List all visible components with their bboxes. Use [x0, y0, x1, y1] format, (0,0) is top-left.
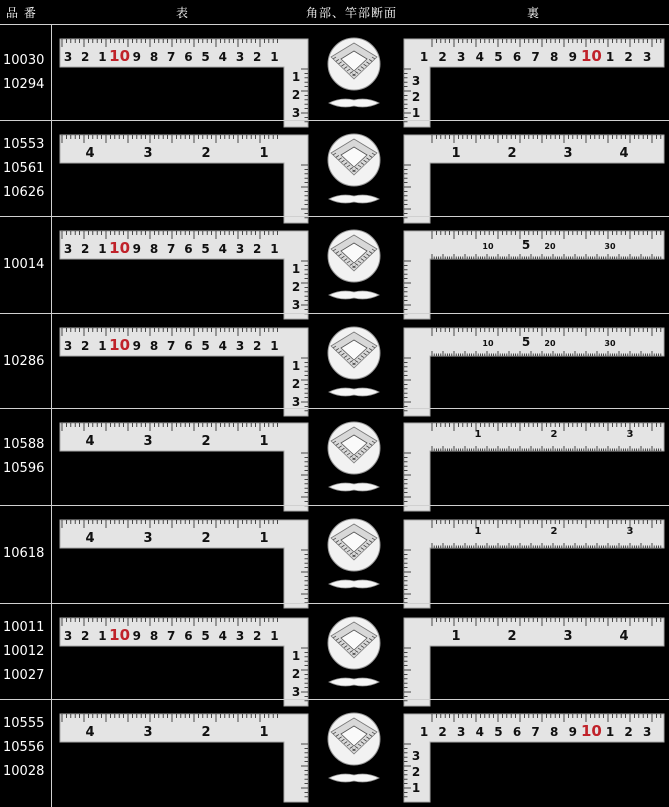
product-codes: [0, 350, 51, 374]
back-scale-label: 3: [563, 629, 573, 644]
product-code: 10561: [3, 161, 45, 176]
front-scale-label: 1: [98, 50, 107, 64]
front-square-image: [58, 710, 314, 806]
back-scale-label: 2: [507, 146, 517, 161]
back-scale-label: 2: [438, 725, 447, 739]
front-scale-label: 2: [253, 339, 262, 353]
corner-section-image: [327, 421, 383, 501]
corner-section-image: [327, 133, 383, 213]
product-codes: [0, 542, 51, 566]
back-scale-label: 1: [474, 526, 482, 537]
front-scale-label: 5: [201, 339, 210, 353]
front-scale-label: 1: [270, 242, 279, 256]
back-vertical-label: 3: [411, 74, 421, 88]
front-vertical-label: 2: [291, 667, 301, 681]
product-code: 10556: [3, 740, 45, 755]
front-scale-label: 1: [259, 725, 269, 740]
front-scale-label: 2: [201, 531, 211, 546]
front-scale-label: 4: [85, 146, 95, 161]
product-code: 10014: [3, 257, 45, 272]
front-scale-label: 6: [184, 629, 193, 643]
back-scale-label: 8: [550, 725, 559, 739]
back-scale-label: 1: [605, 725, 615, 739]
product-code: 10555: [3, 716, 45, 731]
product-code: 10011: [3, 620, 45, 635]
front-scale-label: 1: [98, 629, 107, 643]
back-scale-label: 2: [624, 725, 633, 739]
front-scale-label: 9: [132, 339, 141, 353]
back-scale-label: 3: [643, 50, 652, 64]
front-square-image: [58, 324, 314, 420]
front-scale-label: 7: [167, 629, 176, 643]
back-scale-label: 1: [451, 146, 461, 161]
product-codes: [0, 616, 51, 688]
back-scale-label: 3: [457, 50, 466, 64]
product-code: 10553: [3, 137, 45, 152]
front-vertical-label: 2: [291, 377, 301, 391]
product-row: [0, 699, 669, 796]
front-scale-label: 4: [218, 50, 227, 64]
back-vertical-label: 3: [411, 749, 421, 763]
product-row: [0, 313, 669, 410]
product-code: 10012: [3, 644, 45, 659]
back-square-image: [402, 614, 668, 710]
front-scale-label: 8: [149, 50, 159, 64]
product-row: [0, 216, 669, 313]
front-scale-label: 9: [132, 629, 141, 643]
back-scale-label: 2: [438, 50, 447, 64]
front-scale-label: 2: [201, 434, 211, 449]
back-scale-label: 6: [512, 50, 522, 64]
front-scale-label: 1: [98, 242, 107, 256]
front-scale-label: 10: [109, 239, 131, 257]
front-scale-label: 1: [270, 50, 279, 64]
back-scale-label: 2: [550, 526, 558, 537]
front-scale-label: 4: [85, 725, 95, 740]
corner-section-image: [327, 326, 383, 406]
back-scale-label: 7: [531, 725, 540, 739]
front-scale-label: 1: [259, 434, 269, 449]
back-vertical-label: 2: [411, 90, 421, 104]
front-column-header: 表: [176, 6, 190, 20]
back-scale-label: 10: [580, 722, 602, 740]
front-scale-label: 2: [201, 146, 211, 161]
front-scale-label: 5: [201, 50, 210, 64]
back-scale-label: 30: [604, 242, 616, 251]
front-vertical-label: 1: [291, 359, 301, 373]
back-scale-label: 1: [451, 629, 461, 644]
front-scale-label: 6: [184, 50, 193, 64]
front-scale-label: 2: [81, 629, 90, 643]
front-scale-label: 3: [143, 531, 153, 546]
product-codes: [0, 253, 51, 277]
front-vertical-label: 3: [291, 298, 301, 312]
corner-section-image: [327, 37, 383, 117]
front-scale-label: 2: [253, 629, 262, 643]
back-scale-label: 5: [494, 50, 503, 64]
product-code: 10596: [3, 461, 45, 476]
back-scale-label: 10: [482, 339, 494, 348]
front-vertical-label: 3: [291, 395, 301, 409]
front-scale-label: 2: [253, 50, 262, 64]
table-header: [0, 0, 669, 24]
product-code: 10294: [3, 77, 45, 92]
product-codes: [0, 712, 51, 784]
front-scale-label: 3: [63, 242, 73, 256]
front-scale-label: 1: [98, 339, 107, 353]
corner-section-image: [327, 616, 383, 696]
front-scale-label: 1: [259, 146, 269, 161]
front-vertical-label: 3: [291, 685, 301, 699]
back-square-image: [402, 516, 668, 612]
back-square-image: [402, 35, 668, 131]
front-scale-label: 2: [253, 242, 262, 256]
front-scale-label: 2: [81, 339, 90, 353]
back-scale-label: 3: [563, 146, 573, 161]
front-scale-label: 5: [201, 242, 210, 256]
back-scale-label: 2: [550, 429, 558, 440]
back-scale-label: 20: [544, 242, 556, 251]
back-scale-label: 4: [475, 725, 484, 739]
front-scale-label: 3: [235, 50, 245, 64]
front-scale-label: 3: [235, 242, 245, 256]
back-scale-label: 9: [568, 725, 577, 739]
back-scale-label: 5: [494, 725, 503, 739]
front-scale-label: 7: [167, 50, 176, 64]
front-square-image: [58, 516, 314, 612]
front-square-image: [58, 131, 314, 227]
corner-section-image: [327, 712, 383, 792]
back-scale-label: 1: [419, 50, 429, 64]
front-scale-label: 4: [218, 242, 227, 256]
front-square-image: [58, 227, 314, 323]
product-row: [0, 603, 669, 700]
front-scale-label: 10: [109, 626, 131, 644]
front-scale-label: 3: [235, 629, 245, 643]
product-code: 10588: [3, 437, 45, 452]
product-row: [0, 24, 669, 121]
front-scale-label: 10: [109, 336, 131, 354]
front-scale-label: 4: [85, 531, 95, 546]
back-square-image: [402, 419, 668, 515]
corner-section-image: [327, 518, 383, 598]
product-codes: [0, 433, 51, 481]
back-scale-label: 3: [626, 526, 634, 537]
front-scale-label: 4: [218, 629, 227, 643]
front-scale-label: 2: [81, 242, 90, 256]
front-scale-label: 2: [201, 725, 211, 740]
back-scale-label: 4: [619, 629, 629, 644]
back-square-image: [402, 324, 668, 420]
back-scale-label: 5: [521, 335, 531, 349]
corner-column-header: 角部、竿部断面: [306, 6, 398, 20]
front-scale-label: 3: [235, 339, 245, 353]
back-scale-label: 6: [512, 725, 522, 739]
front-scale-label: 9: [132, 50, 141, 64]
back-scale-label: 1: [474, 429, 482, 440]
back-scale-label: 5: [521, 238, 531, 252]
front-vertical-label: 1: [291, 649, 301, 663]
back-scale-label: 4: [619, 146, 629, 161]
front-scale-label: 1: [270, 339, 279, 353]
front-scale-label: 7: [167, 339, 176, 353]
product-codes: [0, 49, 51, 97]
front-square-image: [58, 35, 314, 131]
back-scale-label: 3: [643, 725, 652, 739]
front-scale-label: 3: [63, 50, 73, 64]
product-code: 10618: [3, 546, 45, 561]
front-scale-label: 5: [201, 629, 210, 643]
product-row: [0, 408, 669, 505]
back-scale-label: 1: [419, 725, 429, 739]
product-codes: [0, 133, 51, 205]
back-square-image: [402, 227, 668, 323]
back-vertical-label: 1: [411, 106, 421, 120]
front-scale-label: 4: [85, 434, 95, 449]
front-scale-label: 8: [149, 629, 159, 643]
back-scale-label: 3: [626, 429, 634, 440]
product-code: 10286: [3, 354, 45, 369]
back-square-image: [402, 131, 668, 227]
code-column-header: 品 番: [6, 6, 37, 20]
front-scale-label: 3: [63, 629, 73, 643]
front-scale-label: 3: [143, 434, 153, 449]
back-scale-label: 1: [605, 50, 615, 64]
front-scale-label: 7: [167, 242, 176, 256]
back-scale-label: 2: [507, 629, 517, 644]
back-vertical-label: 2: [411, 765, 421, 779]
back-square-image: [402, 710, 668, 806]
front-vertical-label: 2: [291, 88, 301, 102]
back-scale-label: 7: [531, 50, 540, 64]
front-scale-label: 10: [109, 47, 131, 65]
front-vertical-label: 1: [291, 262, 301, 276]
product-row: [0, 505, 669, 602]
product-code: 10027: [3, 668, 45, 683]
front-scale-label: 8: [149, 339, 159, 353]
front-vertical-label: 1: [291, 70, 301, 84]
product-code: 10626: [3, 185, 45, 200]
product-code: 10028: [3, 764, 45, 779]
back-scale-label: 30: [604, 339, 616, 348]
corner-section-image: [327, 229, 383, 309]
front-vertical-label: 2: [291, 280, 301, 294]
front-square-image: [58, 419, 314, 515]
front-scale-label: 1: [259, 531, 269, 546]
front-scale-label: 3: [143, 725, 153, 740]
product-row: [0, 120, 669, 217]
front-scale-label: 6: [184, 339, 193, 353]
back-scale-label: 10: [482, 242, 494, 251]
back-scale-label: 8: [550, 50, 559, 64]
back-vertical-label: 1: [411, 781, 421, 795]
front-vertical-label: 3: [291, 106, 301, 120]
front-square-image: [58, 614, 314, 710]
back-scale-label: 9: [568, 50, 577, 64]
front-scale-label: 2: [81, 50, 90, 64]
front-scale-label: 3: [63, 339, 73, 353]
product-code: 10030: [3, 53, 45, 68]
front-scale-label: 1: [270, 629, 279, 643]
back-scale-label: 4: [475, 50, 484, 64]
back-scale-label: 20: [544, 339, 556, 348]
front-scale-label: 4: [218, 339, 227, 353]
front-scale-label: 8: [149, 242, 159, 256]
back-column-header: 裏: [527, 6, 541, 20]
front-scale-label: 9: [132, 242, 141, 256]
back-scale-label: 3: [457, 725, 466, 739]
back-scale-label: 10: [580, 47, 602, 65]
back-scale-label: 2: [624, 50, 633, 64]
front-scale-label: 3: [143, 146, 153, 161]
front-scale-label: 6: [184, 242, 193, 256]
